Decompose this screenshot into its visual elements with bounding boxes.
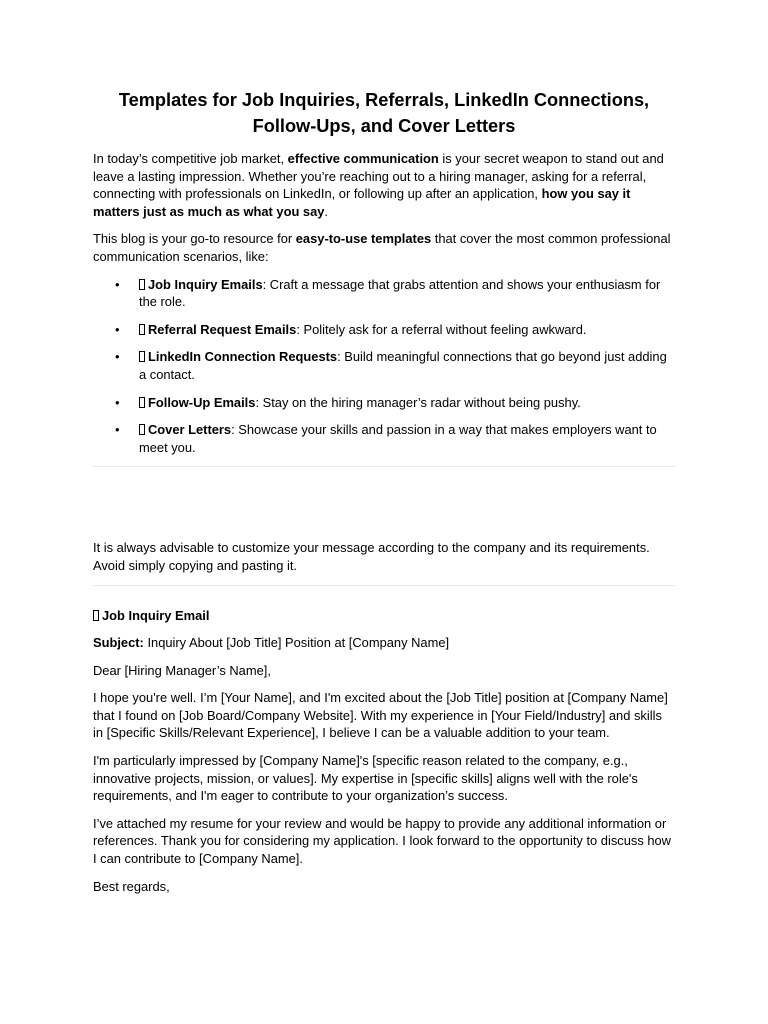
- blog-paragraph: [93, 230, 675, 265]
- section-heading-text: Job Inquiry Email: [102, 607, 210, 623]
- divider: [93, 466, 675, 467]
- closing: Best regards,: [93, 878, 170, 894]
- section-heading: [93, 607, 675, 625]
- divider: [93, 585, 675, 586]
- intro-bold-2: how you say it matters just as much as what you say: [93, 186, 631, 219]
- body-paragraph-2: I'm particularly impressed by [Company Name]'s [specific reason related to the company, e.g., innovative projects, mission, or values]. My expertise in [specific skills] aligns well with the role's requirements, and I'm eager to contribute to your organization’s success.: [93, 753, 638, 804]
- blog-text-2: that cover the most common professional communication scenarios, like:: [93, 231, 671, 264]
- intro-paragraph: [93, 150, 675, 220]
- list-item: [115, 394, 675, 412]
- page-title: Templates for Job Inquiries, Referrals, LinkedIn Connections, Follow-Ups, and Cover Letters: [118, 90, 650, 136]
- intro-bold-1: effective communication: [287, 151, 439, 166]
- intro-text-2: is your secret weapon to stand out and leave a lasting impression. Whether you’re reaching out to a hiring manager, asking for a referral, connecting with professionals on LinkedIn, or following up after an application,: [93, 151, 664, 202]
- blog-text-1: This blog is your go-to resource for: [93, 231, 296, 247]
- template-list: [93, 276, 675, 457]
- body-paragraph-3: I’ve attached my resume for your review and would be happy to provide any additional information or references. Thank you for considering my application. I look forward to the opportunity to discuss how I can contribute to [Company Name].: [93, 815, 671, 867]
- subject-label: Subject:: [93, 635, 144, 651]
- subject-line: [93, 634, 675, 652]
- greeting: Dear [Hiring Manager’s Name],: [93, 662, 271, 678]
- list-item-text: : Build meaningful connections that go beyond just adding a contact.: [139, 349, 667, 382]
- subject-value: Inquiry About [Job Title] Position at [Company Name]: [143, 635, 450, 651]
- missing-glyph-icon: [93, 610, 99, 621]
- list-item: [115, 348, 675, 383]
- list-item-label: Cover Letters: [148, 422, 232, 438]
- missing-glyph-icon: [139, 351, 145, 362]
- intro-text-1: In today’s competitive job market,: [93, 151, 288, 166]
- missing-glyph-icon: [139, 279, 145, 290]
- list-item-text: : Politely ask for a referral without feeling awkward.: [296, 321, 587, 337]
- missing-glyph-icon: [139, 324, 145, 335]
- advice-paragraph: It is always advisable to customize your message according to the company and its requirements. Avoid simply copying and pasting it.: [93, 540, 650, 573]
- bullet-icon: •: [115, 349, 120, 365]
- list-item: [115, 276, 675, 311]
- intro-text-3: .: [324, 203, 328, 219]
- bullet-icon: •: [115, 321, 120, 337]
- list-item-text: : Craft a message that grabs attention and shows your enthusiasm for the role.: [139, 276, 661, 310]
- list-item-text: : Stay on the hiring manager’s radar without being pushy.: [255, 394, 581, 410]
- missing-glyph-icon: [139, 397, 145, 408]
- list-item-label: Referral Request Emails: [148, 321, 297, 337]
- bullet-icon: •: [115, 422, 120, 438]
- blog-bold-1: easy-to-use templates: [295, 231, 432, 247]
- list-item: [115, 421, 675, 456]
- list-item-label: Follow-Up Emails: [148, 394, 256, 410]
- body-paragraph-1: I hope you're well. I’m [Your Name], and I'm excited about the [Job Title] position at [Company Name] that I found on [Job Board/Company Website]. With my experience in [Your Field/Industry] and skills in [Specific Skills/Relevant Experience], I believe I can be a valuable addition to your team.: [93, 690, 668, 741]
- list-item: [115, 321, 675, 339]
- list-item-label: LinkedIn Connection Requests: [148, 349, 338, 365]
- bullet-icon: •: [115, 394, 120, 410]
- missing-glyph-icon: [139, 424, 145, 435]
- bullet-icon: •: [115, 276, 120, 292]
- list-item-text: : Showcase your skills and passion in a way that makes employers want to meet you.: [139, 422, 657, 455]
- list-item-label: Job Inquiry Emails: [148, 276, 263, 292]
